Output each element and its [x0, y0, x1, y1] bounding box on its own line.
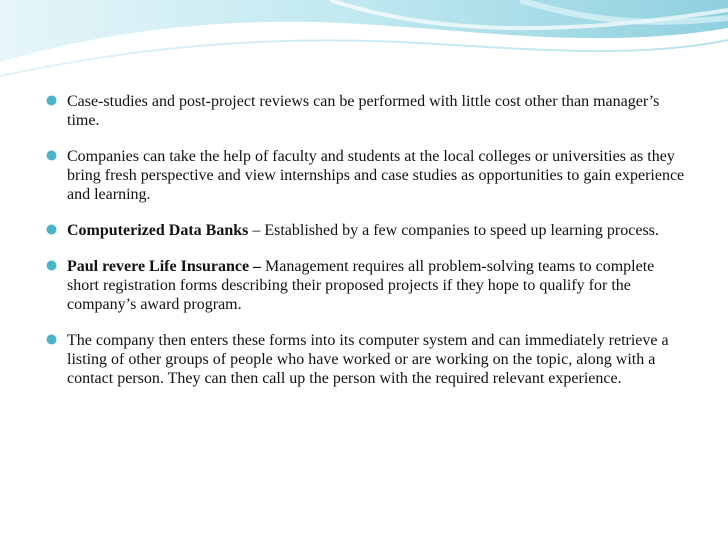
- header-wave-decoration: [0, 0, 728, 80]
- bullet-marker-icon: [46, 260, 57, 271]
- bullet-text: Case-studies and post-project reviews can be performed with little cost other than manager’s time.: [67, 93, 660, 129]
- bullet-marker-icon: [46, 224, 57, 235]
- bullet-text: The company then enters these forms into its computer system and can immediately retrieve a listing of other groups of people who have worked or are working on the topic, along with a contact person. They can then call up the person with the required relevant experience.: [67, 332, 669, 387]
- bullet-list: [46, 92, 686, 405]
- bullet-bold-text: Paul revere Life Insurance –: [67, 258, 262, 275]
- bullet-item: [46, 92, 686, 130]
- bullet-text: Management requires all problem-solving teams to complete short registration forms describing their proposed projects if they hope to qualify for the company’s award program.: [67, 258, 655, 313]
- bullet-item: [46, 257, 686, 314]
- bullet-item: [46, 221, 686, 240]
- bullet-text: – Established by a few companies to speed up learning process.: [248, 222, 659, 239]
- bullet-marker-icon: [46, 150, 57, 161]
- bullet-marker-icon: [46, 95, 57, 106]
- bullet-item: [46, 147, 686, 204]
- bullet-bold-text: Computerized Data Banks: [67, 222, 249, 239]
- bullet-text: Companies can take the help of faculty and students at the local colleges or universities as they bring fresh perspective and view internships and case studies as opportunities to gain experience and learning.: [67, 148, 685, 203]
- bullet-marker-icon: [46, 334, 57, 345]
- bullet-item: [46, 331, 686, 388]
